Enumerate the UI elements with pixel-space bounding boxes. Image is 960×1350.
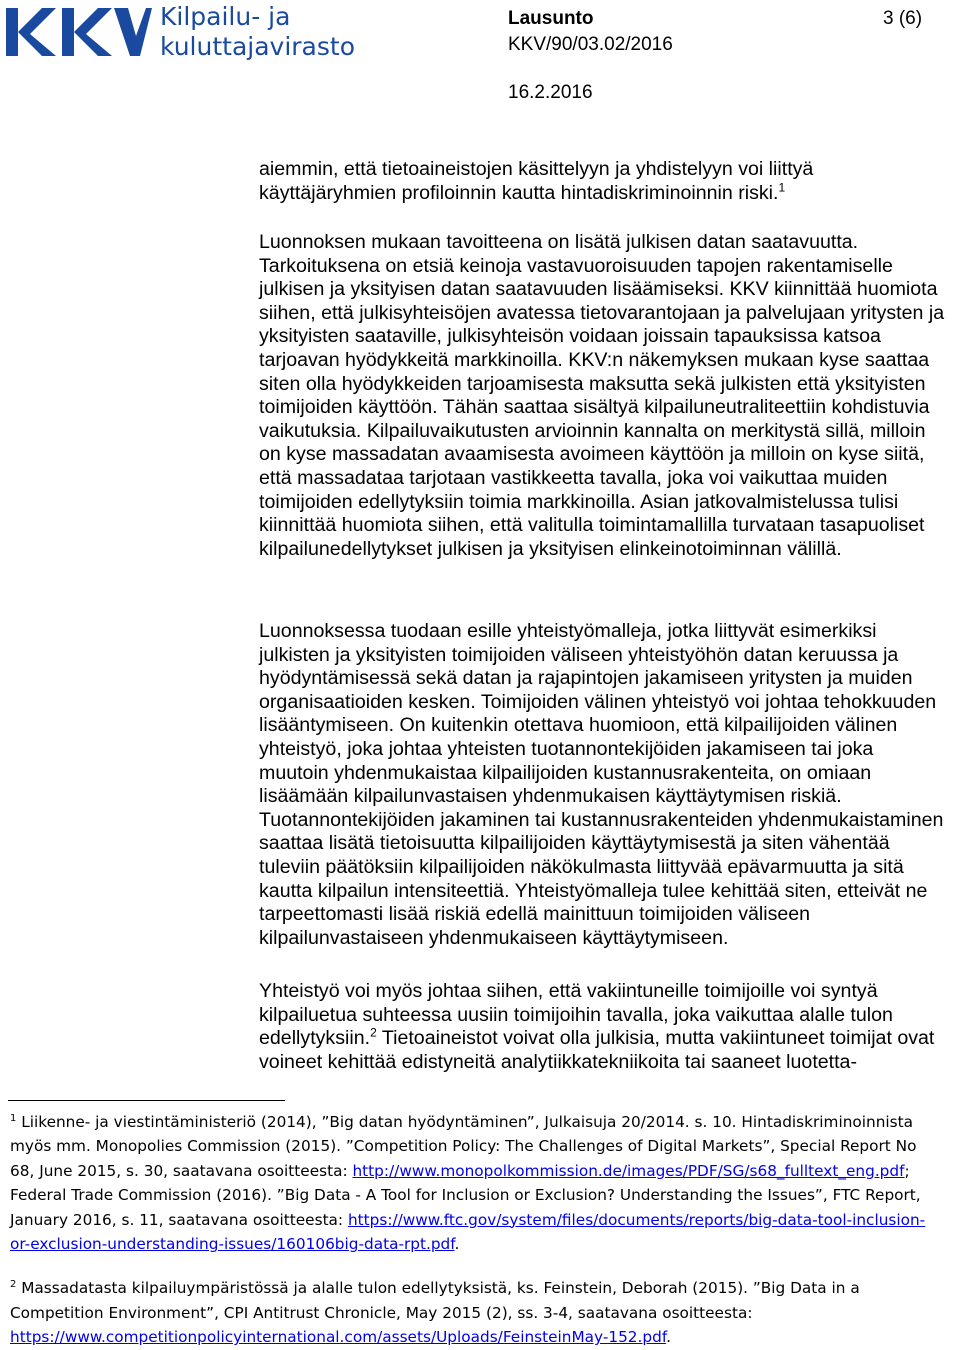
paragraph-2 [259,231,945,561]
footnotes [10,1110,945,1350]
paragraph-1-text: aiemmin, että tietoaineistojen käsittelyyn ja yhdistelyyn voi liittyä käyttäjäryhmien profiloinnin kautta hintadiskriminoinnin riski. [259,158,814,204]
footnote-ref-1[interactable]: 1 [778,180,786,195]
paragraph-3 [259,620,945,950]
document-type: Lausunto [508,8,594,29]
page-number: 3 (6) [883,8,923,29]
footnote-2-link-cpi[interactable]: https://www.competitionpolicyinternational.com/assets/Uploads/FeinsteinMay-152.pdf [10,1328,667,1347]
paragraph-4-text-a: Yhteistyö voi myös johtaa siihen, että vakiintuneille toimijoille voi syntyä kilpailuetua suhteessa uusiin toimijoihin tavalla, joka vaikuttaa alalle tulon edellytyksiin. [259,980,893,1050]
document-id: KKV/90/03.02/2016 [508,34,673,55]
footnote-1-link-monopolkommission[interactable]: http://www.monopolkommission.de/images/PDF/SG/s68_fulltext_eng.pdf [352,1161,905,1180]
paragraph-4 [259,980,945,1074]
footnote-1 [10,1110,945,1256]
footnote-divider [8,1100,285,1101]
footnote-1-number: 1 [10,1112,17,1124]
document-date: 16.2.2016 [508,82,593,103]
kkv-logo [2,4,152,60]
footnote-2-text-a: Massadatasta kilpailuympäristössä ja alalle tulon edellytyksistä, ks. Feinstein, Deborah (2015). ”Big Data in a Competition Environment”, CPI Antitrust Chronicle, May 2015 (2), ss. 3-4, saatavana osoitteesta: [10,1279,860,1322]
page-header [0,0,960,110]
footnote-2 [10,1276,945,1349]
footnote-ref-2[interactable]: 2 [370,1025,377,1040]
org-name-line-1: Kilpailu- ja [160,2,291,31]
footnote-1-text-a: Liikenne- ja viestintäministeriö (2014), ”Big datan hyödyntäminen”, Julkaisuja 20/2014. s. 10. Hintadiskriminoinnista myös mm. Monopolies Commission (2015). ”Competition Policy: The Challenges of Digital Markets”, Special Report No 68, June 2015, s. 30, saatavana osoitteesta: [10,1113,917,1180]
paragraph-4-text-b: Tietoaineistot voivat olla julkisia, mutta vakiintuneet toimijat ovat voineet kehittää edistyneitä analytiikkatekniikoita tai saaneet luotetta- [259,1027,935,1073]
footnote-2-number: 2 [10,1279,17,1291]
footnote-1-text-b: ; Federal Trade Commission (2016). ”Big Data - A Tool for Inclusion or Exclusion? Understanding the Issues”, FTC Report, January 2016, s. 11, saatavana osoitteesta: [10,1161,921,1229]
organization-name [160,2,355,62]
paragraph-1 [259,158,945,205]
footnote-1-link-ftc[interactable]: https://www.ftc.gov/system/files/documents/reports/big-data-tool-inclusion-or-exclusion-understanding-issues/160106big-data-rpt.pdf [10,1210,926,1254]
footnote-1-text-c: . [454,1235,460,1254]
paragraph-2-text: Luonnoksen mukaan tavoitteena on lisätä julkisen datan saatavuutta. Tarkoituksena on etsiä keinoja vastavuoroisuuden tapojen rakentamiselle julkisen ja yksityisen datan saatavuuden lisäämiseksi. KKV kiinnittää huomiota siihen, että julkisyhteisöjen avatessa tietovarantojaan ja palvelujaan yritysten ja yksityisten saataville, julkisyhteisön voidaan joissain tapauksissa katsoa tarjoavan hyödykkeitä markkinoilla. KKV:n näkemyksen mukaan kyse saattaa siten olla hyödykkeiden tarjoamisesta maksutta sekä julkisten että yksityisten toimijoiden käyttöön. Tähän saattaa sisältyä kilpailuneutraliteettiin kohdistuvia vaikutuksia. Kilpailuvaikutusten arvioinnin kannalta on merkitystä sillä, milloin on kyse massadatan avaamisesta avoimeen käyttöön ja milloin on kyse siitä, että massadataa tarjotaan vastikkeetta tavalla, joka voi vaikuttaa muiden toimijoiden edellytyksiin toimia markkinoilla. Asian jatkovalmistelussa tulisi kiinnittää huomiota siihen, että valitulla toimintamallilla turvataan tasapuoliset kilpailunedellytykset julkisen ja yksityisen elinkeinotoiminnan välillä. [259,231,945,560]
footnote-2-text-b: . [666,1328,671,1347]
org-name-line-2: kuluttajavirasto [160,32,355,61]
paragraph-3-text: Luonnoksessa tuodaan esille yhteistyömalleja, jotka liittyvät esimerkiksi julkisten ja yksityisten toimijoiden väliseen yhteistyöhön datan keruussa ja hyödyntämisessä sekä datan ja rajapintojen jakamiseen yritysten ja muiden organisaatioiden kesken. Toimijoiden välinen yhteistyö voi johtaa tehokkuuden lisääntymiseen. On kuitenkin otettava huomioon, että kilpailijoiden välinen yhteistyö, joka johtaa yhteisten tuotannontekijöiden jakamiseen tai joka muutoin yhdenmukaistaa kilpailijoiden kustannusrakenteita, on omiaan lisäämään kilpailunvastaisen yhdenmukaisen käyttäytymisen riskiä. Tuotannontekijöiden jakaminen tai kustannusrakenteiden yhdenmukaistaminen saattaa lisätä tietoisuutta kilpailijoiden käyttäytymisestä ja siten vähentää tuleviin päätöksiin kilpailijoiden näkökulmasta liittyvää epävarmuutta ja sitä kautta kilpailun intensiteettiä. Yhteistyömalleja tulee kehittää siten, etteivät ne tarpeettomasti lisää riskiä edellä mainittuun toimijoiden väliseen kilpailunvastaiseen yhdenmukaiseen käyttäytymiseen. [259,620,944,949]
